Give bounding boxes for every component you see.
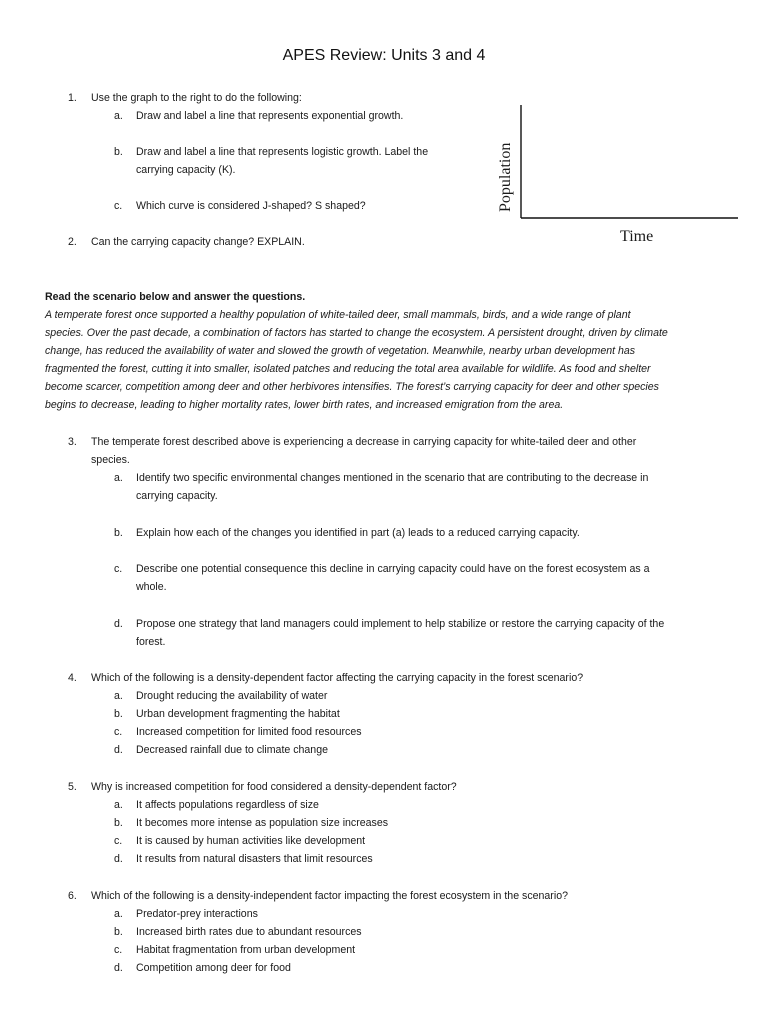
q5a-letter: a. [114, 799, 123, 811]
q3-text-line2: species. [91, 454, 130, 466]
q1b-text-line2: carrying capacity (K). [136, 164, 236, 176]
q1a-letter: a. [114, 110, 123, 122]
q6b-letter: b. [114, 926, 123, 938]
x-axis-label: Time [620, 228, 654, 245]
scenario-line: change, has reduced the availability of water and slowed the growth of vegetation. Meanwhile, nearby urban development has [45, 345, 636, 357]
q1c-letter: c. [114, 200, 123, 212]
q4c-letter: c. [114, 726, 123, 738]
q5-option: It affects populations regardless of size [136, 799, 319, 811]
q1b-text-line1: Draw and label a line that represents logistic growth. Label the [136, 146, 429, 158]
scenario-line: A temperate forest once supported a healthy population of white-tailed deer, small mammals, birds, and a wide range of plant [45, 309, 631, 321]
q3-text-line1: The temperate forest described above is experiencing a decrease in carrying capacity for white-tailed deer and other [91, 436, 637, 448]
q4d-letter: d. [114, 744, 123, 756]
q3c-text-line2: whole. [136, 581, 167, 593]
q4-option: Decreased rainfall due to climate change [136, 744, 328, 756]
q5-option: It results from natural disasters that limit resources [136, 853, 373, 865]
q4a-letter: a. [114, 690, 123, 702]
q5c-letter: c. [114, 835, 123, 847]
q5-option: It becomes more intense as population size increases [136, 817, 389, 829]
q6-option: Predator-prey interactions [136, 908, 258, 920]
q4-number: 4. [68, 672, 77, 684]
q5b-letter: b. [114, 817, 123, 829]
q4-option: Increased competition for limited food resources [136, 726, 362, 738]
q1-text: Use the graph to the right to do the following: [91, 92, 302, 104]
page-title: APES Review: Units 3 and 4 [282, 47, 486, 64]
q1a-text: Draw and label a line that represents exponential growth. [136, 110, 404, 122]
q3b-text: Explain how each of the changes you identified in part (a) leads to a reduced carrying capacity. [136, 527, 580, 539]
q6a-letter: a. [114, 908, 123, 920]
q3d-text-line2: forest. [136, 636, 166, 648]
scenario-line: become scarcer, competition among deer and other herbivores intensifies. The forest’s carrying capacity for deer and other species [45, 381, 659, 393]
q6-option: Increased birth rates due to abundant resources [136, 926, 362, 938]
q6-text: Which of the following is a density-independent factor impacting the forest ecosystem in the scenario? [91, 890, 568, 902]
q1c-text: Which curve is considered J-shaped? S shaped? [136, 200, 366, 212]
q1b-letter: b. [114, 146, 123, 158]
scenario-heading: Read the scenario below and answer the questions. [45, 291, 306, 303]
q6d-letter: d. [114, 962, 123, 974]
y-axis-label: Population [497, 142, 514, 212]
q3c-letter: c. [114, 563, 123, 575]
q6-option: Competition among deer for food [136, 962, 291, 974]
q3a-text-line1: Identify two specific environmental changes mentioned in the scenario that are contributing to the decrease in [136, 472, 649, 484]
q5d-letter: d. [114, 853, 123, 865]
q2-number: 2. [68, 236, 77, 248]
q3b-letter: b. [114, 527, 123, 539]
q4-option: Drought reducing the availability of water [136, 690, 328, 702]
q2-text: Can the carrying capacity change? EXPLAIN. [91, 236, 305, 248]
q3d-text-line1: Propose one strategy that land managers could implement to help stabilize or restore the carrying capacity of the [136, 618, 665, 630]
q6c-letter: c. [114, 944, 123, 956]
q3a-text-line2: carrying capacity. [136, 490, 218, 502]
q3a-letter: a. [114, 472, 123, 484]
q4-option: Urban development fragmenting the habitat [136, 708, 340, 720]
scenario-line: fragmented the forest, cutting it into smaller, isolated patches and reducing the total area available for wildlife. As food and shelter [45, 363, 651, 375]
q5-option: It is caused by human activities like development [136, 835, 366, 847]
q3-number: 3. [68, 436, 77, 448]
q5-number: 5. [68, 781, 77, 793]
q5-text: Why is increased competition for food considered a density-dependent factor? [91, 781, 457, 793]
q6-option: Habitat fragmentation from urban development [136, 944, 356, 956]
q4b-letter: b. [114, 708, 123, 720]
q6-number: 6. [68, 890, 77, 902]
q1-number: 1. [68, 92, 77, 104]
q4-text: Which of the following is a density-dependent factor affecting the carrying capacity in the forest scenario? [91, 672, 584, 684]
q3c-text-line1: Describe one potential consequence this decline in carrying capacity could have on the forest ecosystem as a [136, 563, 650, 575]
scenario-line: species. Over the past decade, a combination of factors has started to change the ecosystem. A persistent drought, driven by climate [45, 327, 668, 339]
scenario-line: begins to decrease, leading to higher mortality rates, lower birth rates, and increased emigration from the area. [45, 399, 564, 411]
q3d-letter: d. [114, 618, 123, 630]
